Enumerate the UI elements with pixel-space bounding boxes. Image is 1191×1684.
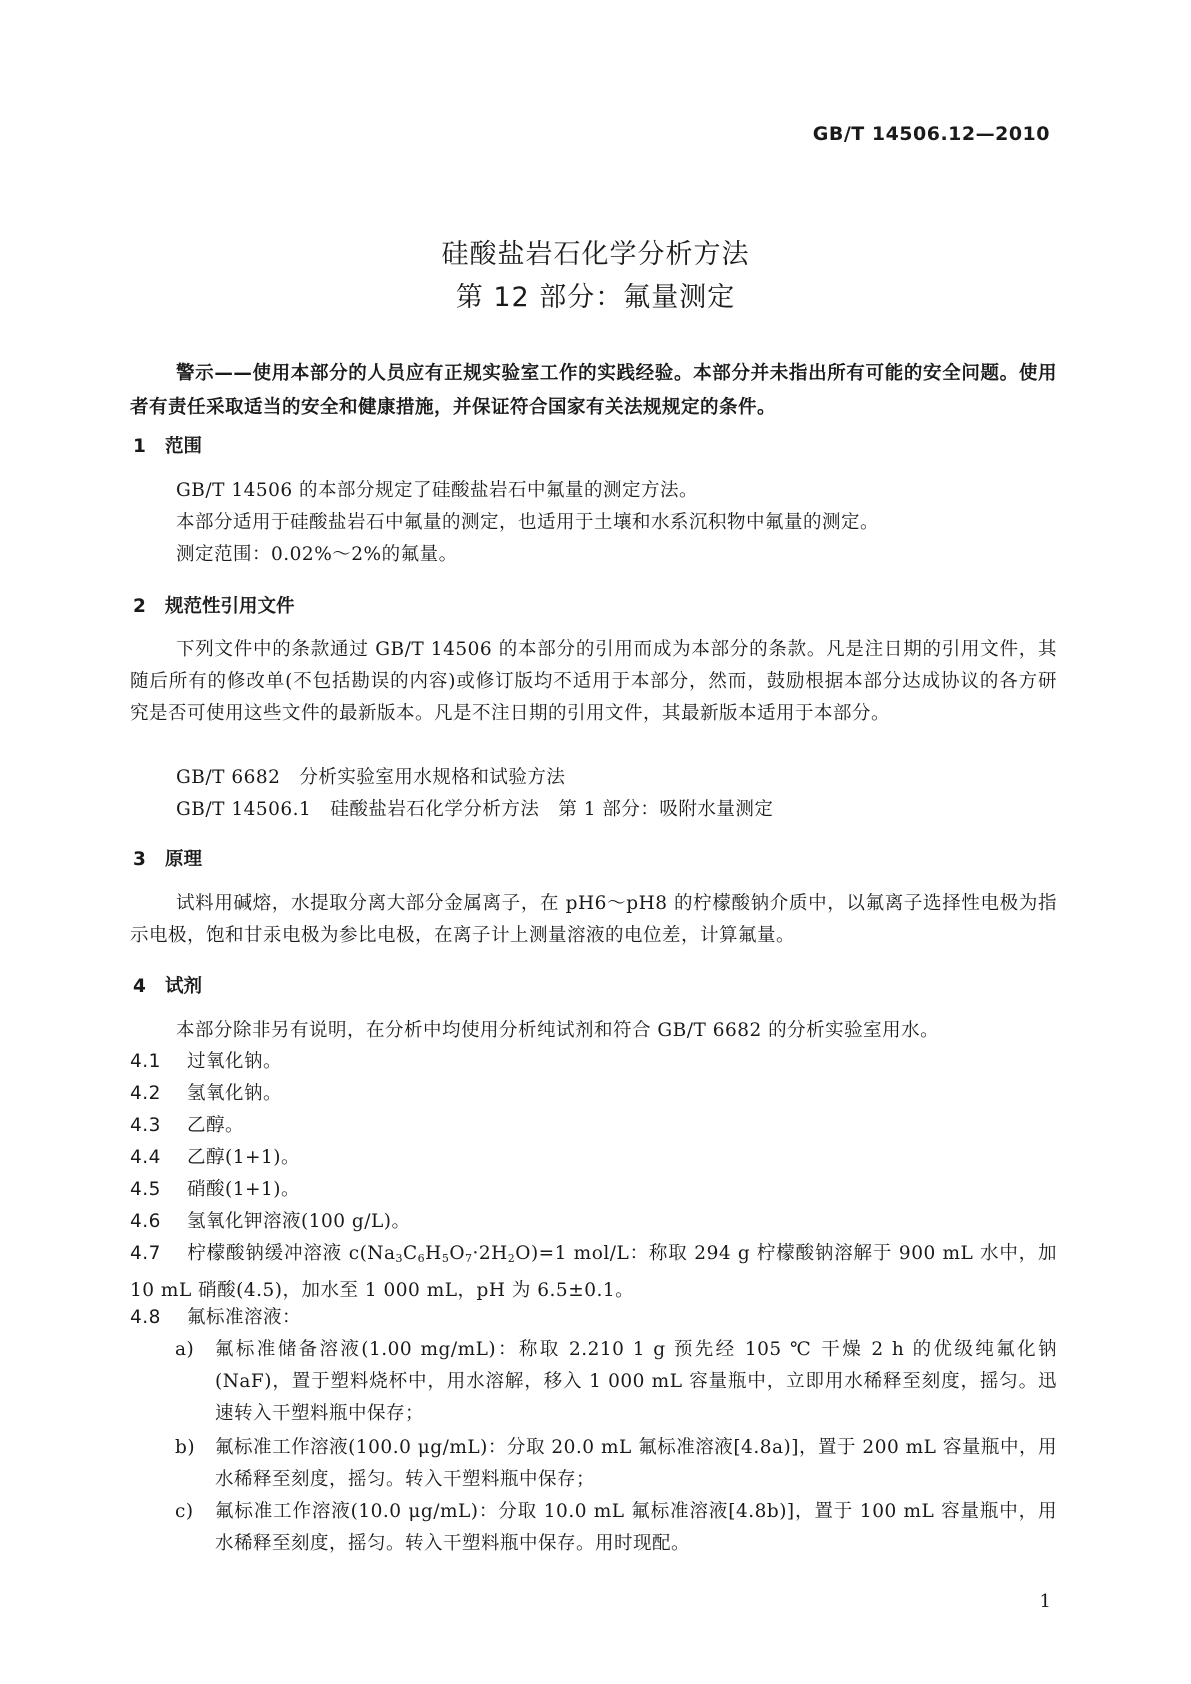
sub-item-mark: a) bbox=[175, 1339, 195, 1360]
subscript: 3 bbox=[395, 1252, 404, 1265]
warning-paragraph: 警示——使用本部分的人员应有正规实验室工作的实践经验。本部分并未指出所有可能的安全问题。使用者有责任采取适当的安全和健康措施，并保证符合国家有关法规规定的条件。 bbox=[130, 363, 1057, 418]
reagent-text: 过氧化钠。 bbox=[187, 1051, 283, 1072]
reagent-number: 4.1 bbox=[130, 1051, 161, 1072]
formula-part: H bbox=[425, 1243, 442, 1264]
reagent-number: 4.2 bbox=[130, 1083, 161, 1104]
sub-item-mark: c) bbox=[175, 1501, 194, 1522]
sub-item-text: 氟标准工作溶液(100.0 μg/mL)：分取 20.0 mL 氟标准溶液[4.8a)]，置于 200 mL 容量瓶中，用水稀释至刻度，摇匀。转入干塑料瓶中保存； bbox=[215, 1437, 1057, 1490]
sub-item-text: 氟标准工作溶液(10.0 μg/mL)：分取 10.0 mL 氟标准溶液[4.8b)]，置于 100 mL 容量瓶中，用水稀释至刻度，摇匀。转入干塑料瓶中保存。用时现配。 bbox=[215, 1501, 1057, 1554]
section-1-heading bbox=[133, 432, 202, 458]
reagent-number: 4.5 bbox=[130, 1179, 161, 1200]
reagent-item-4-7 bbox=[130, 1238, 1057, 1307]
section-number: 4 bbox=[133, 976, 146, 997]
normative-references-paragraph: 下列文件中的条款通过 GB/T 14506 的本部分的引用而成为本部分的条款。凡是注日期的引用文件，其随后所有的修改单(不包括勘误的内容)或修订版均不适用于本部分，然而，鼓励根据本部分达成协议的各方研究是否可使用这些文件的最新版本。凡是不注日期的引用文件，其最新版本适用于本部分。 bbox=[130, 639, 1057, 724]
principle-paragraph: 试料用碱熔，水提取分离大部分金属离子，在 pH6～pH8 的柠檬酸钠介质中，以氟离子选择性电极为指示电极，饱和甘汞电极为参比电极，在离子计上测量溶液的电位差，计算氟量。 bbox=[130, 893, 1057, 946]
reagent-formula-prefix: 柠檬酸钠缓冲溶液 c(Na bbox=[187, 1243, 396, 1264]
reagent-text: 氟标准溶液： bbox=[187, 1307, 302, 1328]
reagent-item bbox=[130, 1174, 1057, 1206]
page-number: 1 bbox=[1039, 1591, 1051, 1612]
document-subtitle: 第 12 部分：氟量测定 bbox=[455, 282, 736, 313]
sub-item bbox=[175, 1432, 1057, 1496]
subscript: 6 bbox=[417, 1252, 426, 1265]
reagent-text: 乙醇(1+1)。 bbox=[187, 1147, 300, 1168]
formula-part: O bbox=[449, 1243, 465, 1264]
subscript: 5 bbox=[441, 1252, 450, 1265]
reagent-number: 4.8 bbox=[130, 1307, 161, 1328]
reagent-text: 硝酸(1+1)。 bbox=[187, 1179, 300, 1200]
reagent-item bbox=[130, 1078, 1057, 1110]
section-title: 原理 bbox=[165, 849, 203, 870]
reagents-intro: 本部分除非另有说明，在分析中均使用分析纯试剂和符合 GB/T 6682 的分析实验室用水。 bbox=[176, 1020, 940, 1041]
reference-item: GB/T 6682 分析实验室用水规格和试验方法 bbox=[176, 767, 566, 788]
reagent-number: 4.3 bbox=[130, 1115, 161, 1136]
document-title: 硅酸盐岩石化学分析方法 bbox=[441, 239, 750, 270]
standard-number: GB/T 14506.12—2010 bbox=[812, 123, 1050, 145]
subscript: 7 bbox=[464, 1252, 473, 1265]
section-title: 规范性引用文件 bbox=[165, 596, 295, 617]
section-4-heading bbox=[133, 972, 202, 998]
section-2-heading bbox=[133, 592, 295, 618]
section-number: 1 bbox=[133, 436, 146, 457]
subscript: 2 bbox=[507, 1252, 516, 1265]
reagent-number: 4.7 bbox=[130, 1243, 161, 1264]
section-number: 3 bbox=[133, 849, 146, 870]
section-title: 试剂 bbox=[165, 976, 203, 997]
scope-line: 测定范围：0.02%～2%的氟量。 bbox=[176, 544, 458, 565]
formula-part: C bbox=[403, 1243, 418, 1264]
reagent-text: O)=1 mol/L：称取 294 g 柠檬酸钠溶解于 900 mL 水中，加 10 mL 硝酸(4.5)，加水至 1 000 mL，pH 为 6.5±0.1。 bbox=[130, 1243, 1057, 1301]
reagent-number: 4.4 bbox=[130, 1147, 161, 1168]
reagent-item bbox=[130, 1046, 1057, 1078]
reagent-item bbox=[130, 1142, 1057, 1174]
reagent-text: 氢氧化钠。 bbox=[187, 1083, 283, 1104]
reference-item: GB/T 14506.1 硅酸盐岩石化学分析方法 第 1 部分：吸附水量测定 bbox=[176, 799, 774, 820]
reagent-item-4-8 bbox=[130, 1302, 1057, 1334]
scope-line: 本部分适用于硅酸盐岩石中氟量的测定，也适用于土壤和水系沉积物中氟量的测定。 bbox=[176, 512, 880, 533]
reagent-item bbox=[130, 1206, 1057, 1238]
sub-item bbox=[175, 1496, 1057, 1560]
reagent-item bbox=[130, 1110, 1057, 1142]
reagent-number: 4.6 bbox=[130, 1211, 161, 1232]
section-number: 2 bbox=[133, 596, 146, 617]
sub-item bbox=[175, 1334, 1057, 1430]
sub-item-text: 氟标准储备溶液(1.00 mg/mL)：称取 2.210 1 g 预先经 105 ℃ 干燥 2 h 的优级纯氟化钠(NaF)，置于塑料烧杯中，用水溶解，移入 1 000 mL 容量瓶中，立即用水稀释至刻度，摇匀。迅速转入干塑料瓶中保存； bbox=[215, 1339, 1057, 1424]
formula-part: ·2H bbox=[472, 1243, 508, 1264]
scope-line: GB/T 14506 的本部分规定了硅酸盐岩石中氟量的测定方法。 bbox=[176, 480, 699, 501]
section-title: 范围 bbox=[165, 436, 203, 457]
section-3-heading bbox=[133, 845, 202, 871]
reagent-text: 氢氧化钾溶液(100 g/L)。 bbox=[187, 1211, 411, 1232]
sub-item-mark: b) bbox=[175, 1437, 196, 1458]
reagent-text: 乙醇。 bbox=[187, 1115, 245, 1136]
